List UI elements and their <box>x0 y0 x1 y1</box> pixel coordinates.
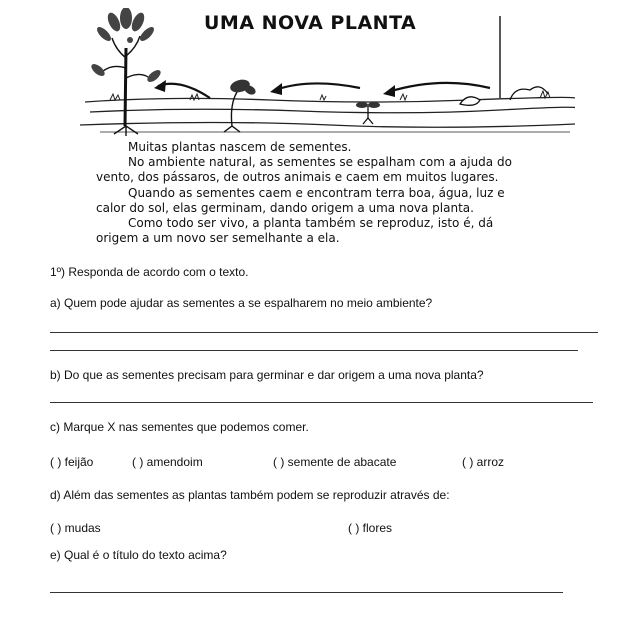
answer-line-a2[interactable] <box>50 350 578 351</box>
option-flores[interactable]: ( ) flores <box>348 521 393 535</box>
question-c: c) Marque X nas sementes que podemos comer. <box>50 420 309 434</box>
reading-line: Muitas plantas nascem de sementes. <box>128 140 352 154</box>
tree-plant <box>100 36 152 136</box>
option-arroz[interactable]: ( ) arroz <box>462 455 504 469</box>
option-mudas[interactable]: ( ) mudas <box>50 521 101 535</box>
option-semente-de-abacate[interactable]: ( ) semente de abacate <box>273 455 397 469</box>
question-d: d) Além das sementes as plantas também podem se reproduzir através de: <box>50 488 450 502</box>
seedling <box>363 106 373 124</box>
ground-lines <box>80 97 575 132</box>
question-a: a) Quem pode ajudar as sementes a se espalharem no meio ambiente? <box>50 296 433 310</box>
option-feijao[interactable]: ( ) feijão <box>50 455 94 469</box>
arrows <box>158 83 490 98</box>
reading-line: Quando as sementes caem e encontram terra boa, água, luz e <box>128 185 505 200</box>
option-amendoim[interactable]: ( ) amendoim <box>132 455 203 469</box>
reading-line: calor do sol, elas germinam, dando origem a uma nova planta. <box>96 200 474 215</box>
sprouting-plant-leaves <box>229 78 257 97</box>
question-b: b) Do que as sementes precisam para germinar e dar origem a uma nova planta? <box>50 368 484 382</box>
reading-passage <box>96 140 546 246</box>
answer-line-b[interactable] <box>50 402 593 403</box>
reading-line: vento, dos pássaros, de outros animais e caem em muitos lugares. <box>96 170 499 185</box>
answer-line-e[interactable] <box>50 592 563 593</box>
instruction: 1º) Responda de acordo com o texto. <box>50 265 249 279</box>
reading-line: origem a um novo ser semelhante a ela. <box>96 231 340 246</box>
answer-line-a1[interactable] <box>50 332 598 333</box>
question-e: e) Qual é o título do texto acima? <box>50 548 227 562</box>
text-title: UMA NOVA PLANTA <box>204 12 417 34</box>
reading-line: Como todo ser vivo, a planta também se reproduz, isto é, dá <box>128 216 494 231</box>
reading-line: No ambiente natural, as sementes se espalham com a ajuda do <box>128 155 512 170</box>
seed <box>460 97 480 106</box>
